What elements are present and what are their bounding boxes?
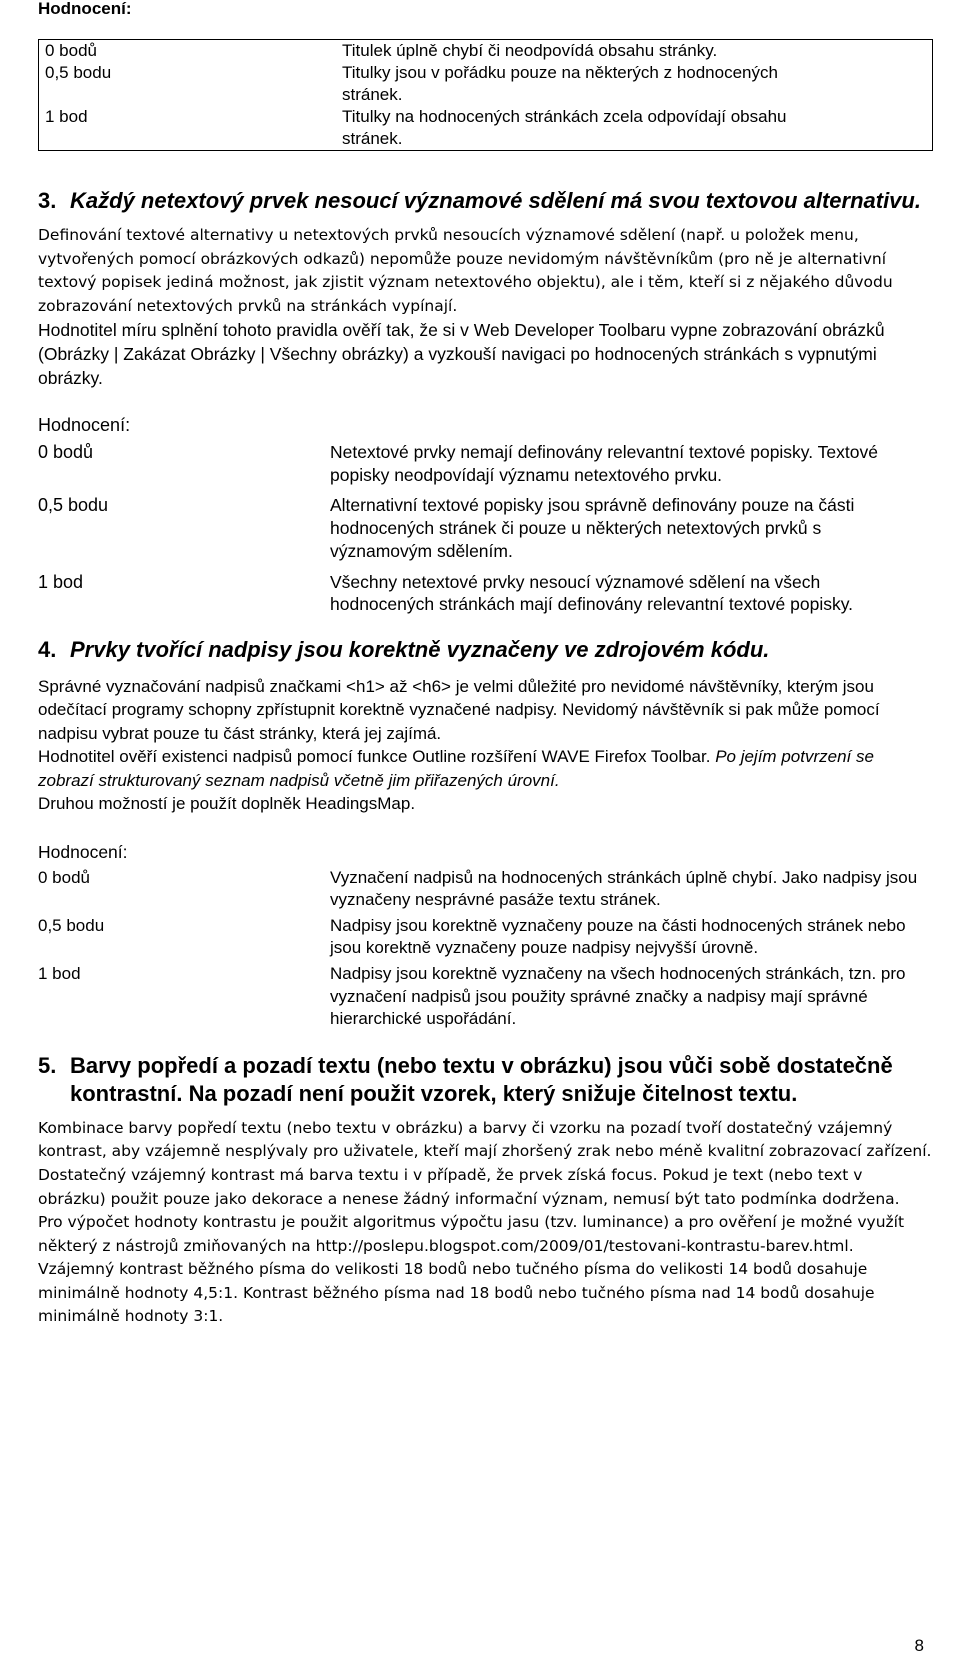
paragraph: Pro výpočet hodnoty kontrastu je použit algoritmus výpočtu jasu (tzv. luminance) a pro ověření je možné využít některý z nástrojů zmiňovaných na http://poslepu.blogspot.com/2009/01/testovani-kontrastu-barev.html. Vzájemný kontrast běžného písma do velikosti 18 bodů nebo tučného písma do velikosti 14 bodů dosahuje minimálně hodnoty 4,5:1. Kontrast běžného písma nad 18 bodů nebo tučného písma nad 14 bodů dosahuje minimálně hodnoty 3:1. [38,1213,905,1326]
rating-score: 0,5 bodu [38,916,105,936]
section-number: 4. [38,637,57,663]
section-number: 5. [38,1052,57,1078]
section-heading-3 [38,187,933,216]
page-number: 8 [914,1636,924,1656]
paragraph-text: Hodnotitel ověří existenci nadpisů pomocí funkce Outline rozšíření WAVE Firefox Toolbar. [38,747,716,767]
section-title: Barvy popředí a pozadí textu (nebo textu v obrázku) jsou vůči sobě dostatečně kontrastní. Na pozadí není použit vzorek, který snižuje čitelnost textu. [70,1052,893,1107]
rating-text: Vyznačení nadpisů na hodnocených stránkách úplně chybí. Jako nadpisy jsou vyznačeny nesprávné pasáže textu stránek. [330,868,918,910]
section-title: Každý netextový prvek nesoucí významové sdělení má svou textovou alternativu. [70,188,921,214]
section-heading-4 [38,636,933,665]
paragraph: Hodnotitel míru splnění tohoto pravidla ověří tak, že si v Web Developer Toolbaru vypne zobrazování obrázků (Obrázky | Zakázat Obrázky | Všechny obrázky) a vyzkouší navigaci po hodnocených stránkách s vypnutými obrázky. [38,320,885,389]
rating-table-alternatives [38,441,933,616]
rating-table-titles [38,39,933,151]
section-heading-5 [38,1052,933,1109]
rating-label: Hodnocení: [38,842,128,863]
table-row [39,39,933,62]
paragraph: Druhou možností je použít doplněk HeadingsMap. [38,794,416,814]
section-number: 3. [38,188,57,214]
rating-label: Hodnocení: [38,0,132,18]
rating-score: 1 bod [38,964,81,984]
rating-text: Nadpisy jsou korektně vyznačeny na všech hodnocených stránkách, tzn. pro vyznačení nadpisů jsou použity správné značky a nadpisy mají správné hierarchické uspořádání. [330,964,906,1028]
rating-score: 1 bod [45,107,88,127]
section-title: Prvky tvořící nadpisy jsou korektně vyznačeny ve zdrojovém kódu. [70,637,770,663]
rating-text: Všechny netextové prvky nesoucí významové sdělení na všech hodnocených stránkách mají definovány relevantní textové popisky. [330,571,854,615]
rating-score: 0 bodů [38,441,94,462]
table-row [38,867,933,915]
rating-score: 1 bod [38,571,84,592]
paragraph: Definování textové alternativy u netextových prvků nesoucích významové sdělení (např. u položek menu, vytvořených pomocí obrázkových odkazů) nepomůže pouze nevidomým návštěvníkům (pro ně je alternativní textový popisek jediná možnost, jak zjistit význam netextového objektu), ale i těm, kteří si z nějakého důvodu zobrazování netextových prvků na stránkách vypínají. [38,226,893,315]
rating-table-headings [38,867,933,1030]
rating-text: Titulky na hodnocených stránkách zcela odpovídají obsahu stránek. [342,107,787,149]
table-row [38,915,933,963]
table-row [38,571,933,617]
table-row [38,441,933,495]
table-row [39,106,933,151]
document-page [38,0,933,1329]
paragraph: Správné vyznačování nadpisů značkami <h1> až <h6> je velmi důležité pro nevidomé návštěvníky, kterým jsou odečítací programy schopny zpřístupnit korektně vyznačené nadpisy. Nevidomý návštěvník si pak může pomocí nadpisu vybrat pouze tu část stránky, která jej zajímá. [38,676,880,743]
rating-score: 0 bodů [38,868,90,888]
rating-score: 0,5 bodu [38,495,109,516]
rating-score: 0 bodů [45,40,97,60]
paragraph: Kombinace barvy popředí textu (nebo textu v obrázku) a barvy či vzorku na pozadí tvoří dostatečný vzájemný kontrast, aby vzájemně nesplývaly pro uživatele, kteří mají zhoršený zrak nebo méně kvalitní zobrazovací zařízení. Dostatečný vzájemný kontrast má barva textu i v případě, že prvek získá focus. Pokud je text (nebo text v obrázku) použit pouze jako dekorace a nenese žádný informační význam, nemusí být tato podmínka dodržena. [38,1118,932,1208]
table-row [38,494,933,570]
paragraph [38,745,933,792]
rating-text: Netextové prvky nemají definovány relevantní textové popisky. Textové popisky neodpovídají významu netextového prvku. [330,441,878,485]
table-row [39,62,933,106]
rating-text: Alternativní textové popisky jsou správně definovány pouze na části hodnocených stránek či pouze u některých netextových prvků s významovým sdělením. [330,495,855,561]
rating-label: Hodnocení: [38,414,131,435]
table-row [38,963,933,1029]
rating-text: Titulky jsou v pořádku pouze na některých z hodnocených stránek. [342,63,778,105]
rating-text: Nadpisy jsou korektně vyznačeny pouze na části hodnocených stránek nebo jsou korektně vyznačeny pouze nadpisy nejvyšší úrovně. [330,916,906,958]
rating-text: Titulek úplně chybí či neodpovídá obsahu stránky. [342,40,718,60]
rating-score: 0,5 bodu [45,63,112,83]
paragraph-italic-text: Po jejím potvrzení se zobrazí strukturovaný seznam nadpisů včetně jim přiřazených úrovní. [38,747,874,790]
